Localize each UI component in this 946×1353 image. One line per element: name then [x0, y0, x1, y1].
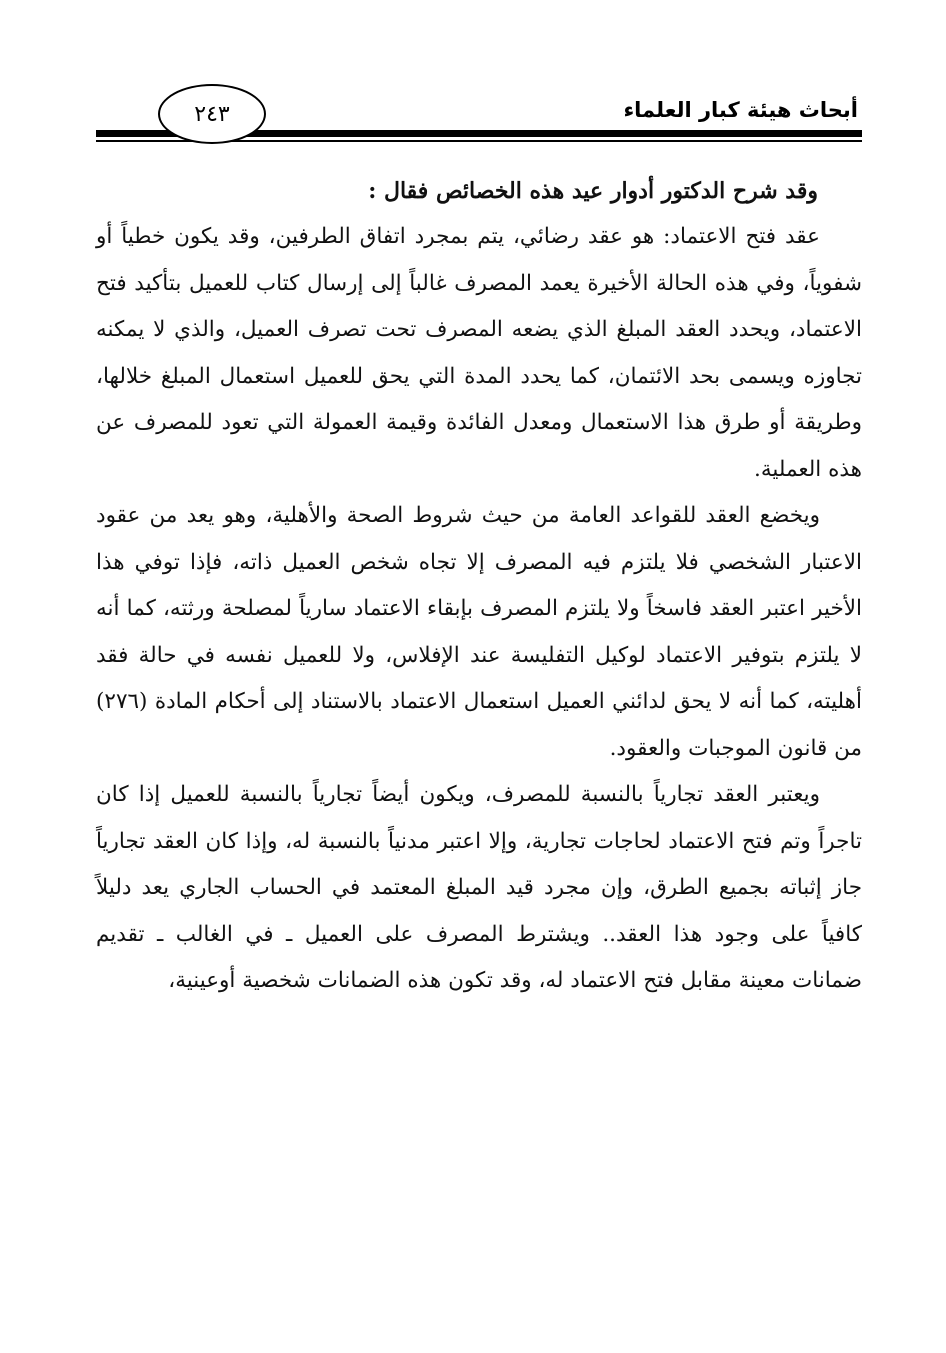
- body-text: [96, 168, 862, 1005]
- page-number: ٢٤٣: [194, 101, 230, 127]
- paragraph-1: عقد فتح الاعتماد: هو عقد رضائي، يتم بمجرد اتفاق الطرفين، وقد يكون خطياً أو شفوياً، وفي هذه الحالة الأخيرة يعمد المصرف غالباً إلى إرسال كتاب للعميل بتأكيد فتح الاعتماد، ويحدد العقد المبلغ الذي يضعه المصرف تحت تصرف العميل، والذي لا يمكنه تجاوزه ويسمى بحد الائتمان، كما يحدد المدة التي يحق للعميل استعمال المبلغ خلالها، وطريقة أو طرق هذا الاستعمال ومعدل الفائدة وقيمة العمولة التي تعود للمصرف عن هذه العملية.: [96, 224, 862, 482]
- running-title: أبحاث هيئة كبار العلماء: [623, 98, 858, 122]
- paragraph-3: ويعتبر العقد تجارياً بالنسبة للمصرف، ويكون أيضاً تجارياً بالنسبة للعميل إذا كان تاجراً وتم فتح الاعتماد لحاجات تجارية، وإلا اعتبر مدنياً بالنسبة له، وإذا كان العقد تجارياً جاز إثباته بجميع الطرق، وإن مجرد قيد المبلغ المعتمد في الحساب الجاري يعد دليلاً كافياً على وجود هذا العقد.. ويشترط المصرف على العميل ـ في الغالب ـ تقديم ضمانات معينة مقابل فتح الاعتماد له، وقد تكون هذه الضمانات شخصية أوعينية،: [96, 782, 862, 993]
- page-number-oval: [158, 84, 266, 144]
- paragraph-2: ويخضع العقد للقواعد العامة من حيث شروط الصحة والأهلية، وهو يعد من عقود الاعتبار الشخصي فلا يلتزم فيه المصرف إلا تجاه شخص العميل ذاته، فإذا توفي هذا الأخير اعتبر العقد فاسخاً ولا يلتزم المصرف بإبقاء الاعتماد سارياً لمصلحة ورثته، كما أنه لا يلتزم بتوفير الاعتماد لوكيل التفليسة عند الإفلاس، ولا للعميل نفسه في حالة فقد أهليته، كما أنه لا يحق لدائني العميل استعمال الاعتماد بالاستناد إلى أحكام المادة (٢٧٦) من قانون الموجبات والعقود.: [96, 503, 862, 761]
- intro-line: وقد شرح الدكتور أدوار عيد هذه الخصائص فقال :: [368, 178, 818, 204]
- page-header: [96, 78, 862, 158]
